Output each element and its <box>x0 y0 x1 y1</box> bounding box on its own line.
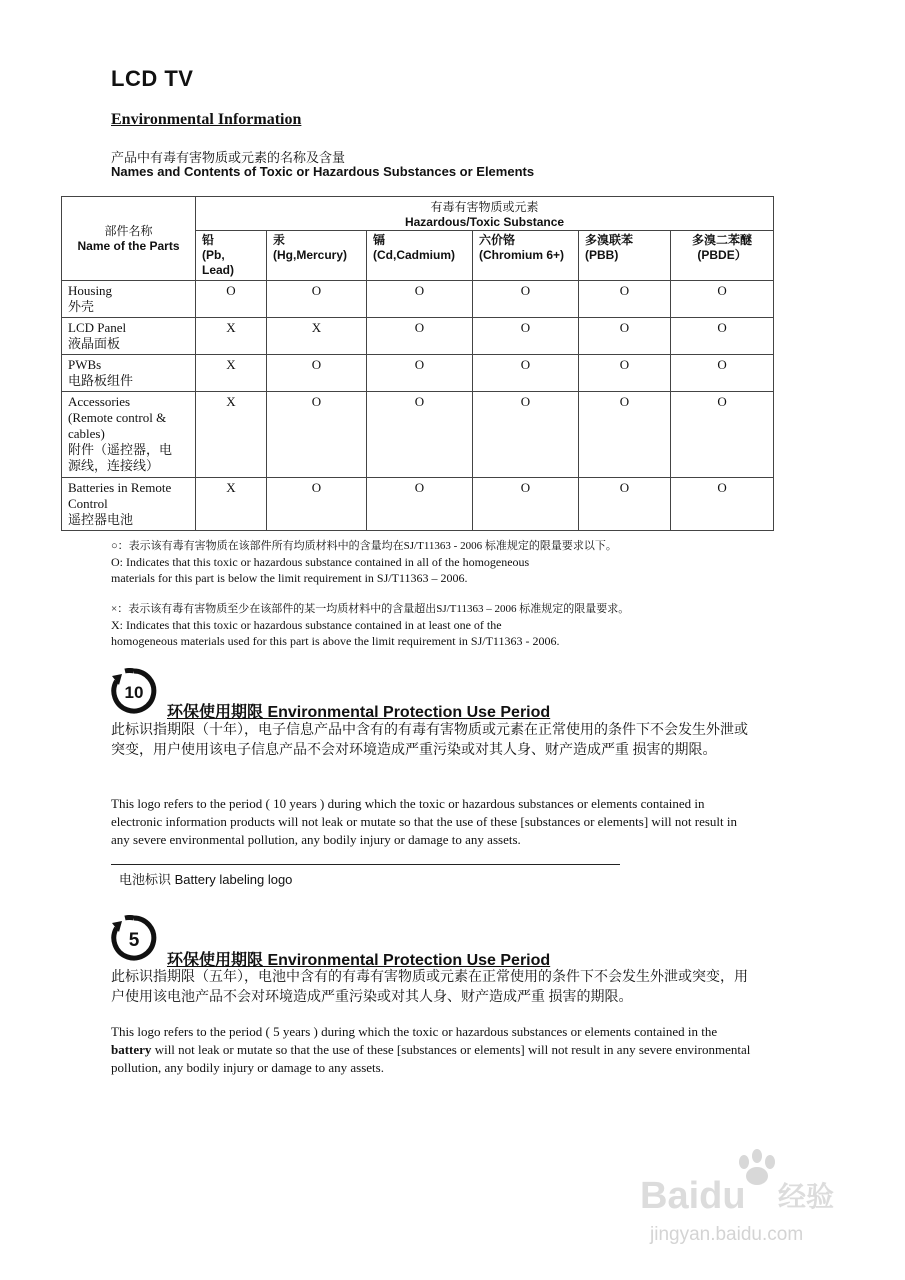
divider <box>111 864 620 865</box>
row-part-name: PWBs 电路板组件 <box>62 355 196 392</box>
recycle-10-year-icon <box>111 668 157 714</box>
section-heading: Environmental Information <box>111 111 302 128</box>
cell-value: O <box>671 392 774 478</box>
recycle-5-year-icon <box>111 915 157 961</box>
period-heading-5: 环保使用期限 Environmental Protection Use Period <box>167 952 551 969</box>
note-x-en-line1: X: Indicates that this toxic or hazardous substance contained in at least one of the <box>111 618 502 632</box>
cell-value: O <box>267 281 367 318</box>
table-row <box>62 478 774 531</box>
row-part-name: Housing 外壳 <box>62 281 196 318</box>
table-title-zh: 产品中有毒有害物质或元素的名称及含量 <box>111 150 346 165</box>
cell-value: O <box>367 355 473 392</box>
watermark-brand: Baidu <box>640 1175 746 1217</box>
watermark-url: jingyan.baidu.com <box>650 1224 804 1245</box>
baidu-watermark <box>640 1140 860 1255</box>
part-header-zh: 部件名称 <box>104 223 153 238</box>
cell-value: O <box>671 478 774 531</box>
note-o-en-line1: O: Indicates that this toxic or hazardous substance contained in all of the homogeneous <box>111 555 530 569</box>
table-row <box>62 355 774 392</box>
cell-value: O <box>579 478 671 531</box>
substance-group-header <box>196 197 774 231</box>
part-header-en: Name of the Parts <box>77 238 180 253</box>
cell-value: O <box>267 392 367 478</box>
cell-value: O <box>473 392 579 478</box>
table-row <box>62 392 774 478</box>
cell-value: O <box>671 281 774 318</box>
cell-value: O <box>473 318 579 355</box>
watermark-brand-zh: 经验 <box>778 1181 835 1212</box>
period-10-en-text: This logo refers to the period ( 10 years ) during which the toxic or hazardous substances or elements contained in electronic information products will not leak or mutate so that the use of these [substances or elements] will not result in any severe environmental pollution, any bodily injury or damage to any assets. <box>111 796 738 847</box>
column-header-cadmium: 镉 (Cd,Cadmium) <box>367 231 473 281</box>
cell-value: O <box>671 355 774 392</box>
period-5-zh-text: 此标识指期限（五年），电池中含有的有毒有害物质或元素在正常使用的条件下不会发生外泄或突变，用户使用该电池产品不会对环境造成严重污染或对其人身、财产造成严重 损害的期限。 <box>111 970 748 1005</box>
column-header-pbde: 多溴二苯醚 (PBDE） <box>671 231 774 281</box>
paw-logo-icon <box>640 1140 860 1255</box>
group-header-en: Hazardous/Toxic Substance <box>404 215 565 229</box>
cell-value: O <box>196 281 267 318</box>
cell-value: O <box>579 281 671 318</box>
cell-value: X <box>196 318 267 355</box>
note-x-zh: ×：表示该有毒有害物质至少在该部件的某一均质材料中的含量超出SJ/T11363 – 2006 标准规定的限量要求。 <box>111 603 630 615</box>
cell-value: O <box>473 355 579 392</box>
row-part-name: LCD Panel 液晶面板 <box>62 318 196 355</box>
row-part-name: Accessories (Remote control & cables) 附件（遥控器，电 源线，连接线） <box>62 392 196 478</box>
cell-value: O <box>367 392 473 478</box>
cell-value: O <box>579 355 671 392</box>
group-header-zh: 有毒有害物质或元素 <box>430 200 539 214</box>
cell-value: O <box>367 318 473 355</box>
part-name-header <box>62 197 196 281</box>
period-heading-10: 环保使用期限 Environmental Protection Use Period <box>167 704 551 721</box>
cell-value: O <box>579 392 671 478</box>
cell-value: O <box>267 478 367 531</box>
note-x-en-line2: homogeneous materials used for this part is above the limit requirement in SJ/T11363 - 2006. <box>111 634 560 648</box>
note-o-en-line2: materials for this part is below the limit requirement in SJ/T11363 – 2006. <box>111 571 468 585</box>
cell-value: O <box>473 478 579 531</box>
battery-label: 电池标识 Battery labeling logo <box>119 872 293 887</box>
cell-value: X <box>267 318 367 355</box>
column-header-chromium: 六价铬 (Chromium 6+) <box>473 231 579 281</box>
row-part-name: Batteries in Remote Control 遥控器电池 <box>62 478 196 531</box>
cell-value: O <box>367 281 473 318</box>
cell-value: X <box>196 355 267 392</box>
table-row <box>62 318 774 355</box>
period-10-zh-text: 此标识指期限（十年），电子信息产品中含有的有毒有害物质或元素在正常使用的条件下不会发生外泄或突变，用户使用该电子信息产品不会对环境造成严重污染或对其人身、财产造成严重 损害的期限。 <box>111 723 748 758</box>
document-title: LCD TV <box>111 66 194 91</box>
hazardous-substance-table <box>61 196 774 531</box>
column-header-lead: 铅 (Pb, Lead) <box>196 231 267 281</box>
column-header-mercury: 汞 (Hg,Mercury) <box>267 231 367 281</box>
note-o-zh: ○：表示该有毒有害物质在该部件所有均质材料中的含量均在SJ/T11363 - 2006 标准规定的限量要求以下。 <box>111 540 617 552</box>
logo-number-5: 5 <box>128 930 140 951</box>
cell-value: O <box>671 318 774 355</box>
cell-value: X <box>196 478 267 531</box>
battery-bold-word: battery <box>111 1042 152 1057</box>
cell-value: O <box>267 355 367 392</box>
logo-number-10: 10 <box>124 683 144 702</box>
column-header-pbb: 多溴联苯 (PBB) <box>579 231 671 281</box>
table-title-en: Names and Contents of Toxic or Hazardous Substances or Elements <box>111 164 535 179</box>
cell-value: X <box>196 392 267 478</box>
cell-value: O <box>473 281 579 318</box>
cell-value: O <box>579 318 671 355</box>
cell-value: O <box>367 478 473 531</box>
table-row <box>62 281 774 318</box>
period-5-en-text: This logo refers to the period ( 5 years ) during which the toxic or hazardous substances or elements contained in the battery will not leak or mutate so that the use of these [substances or elements] will not result in any severe environmental pollution, any bodily injury or damage to any assets. <box>111 1024 751 1075</box>
